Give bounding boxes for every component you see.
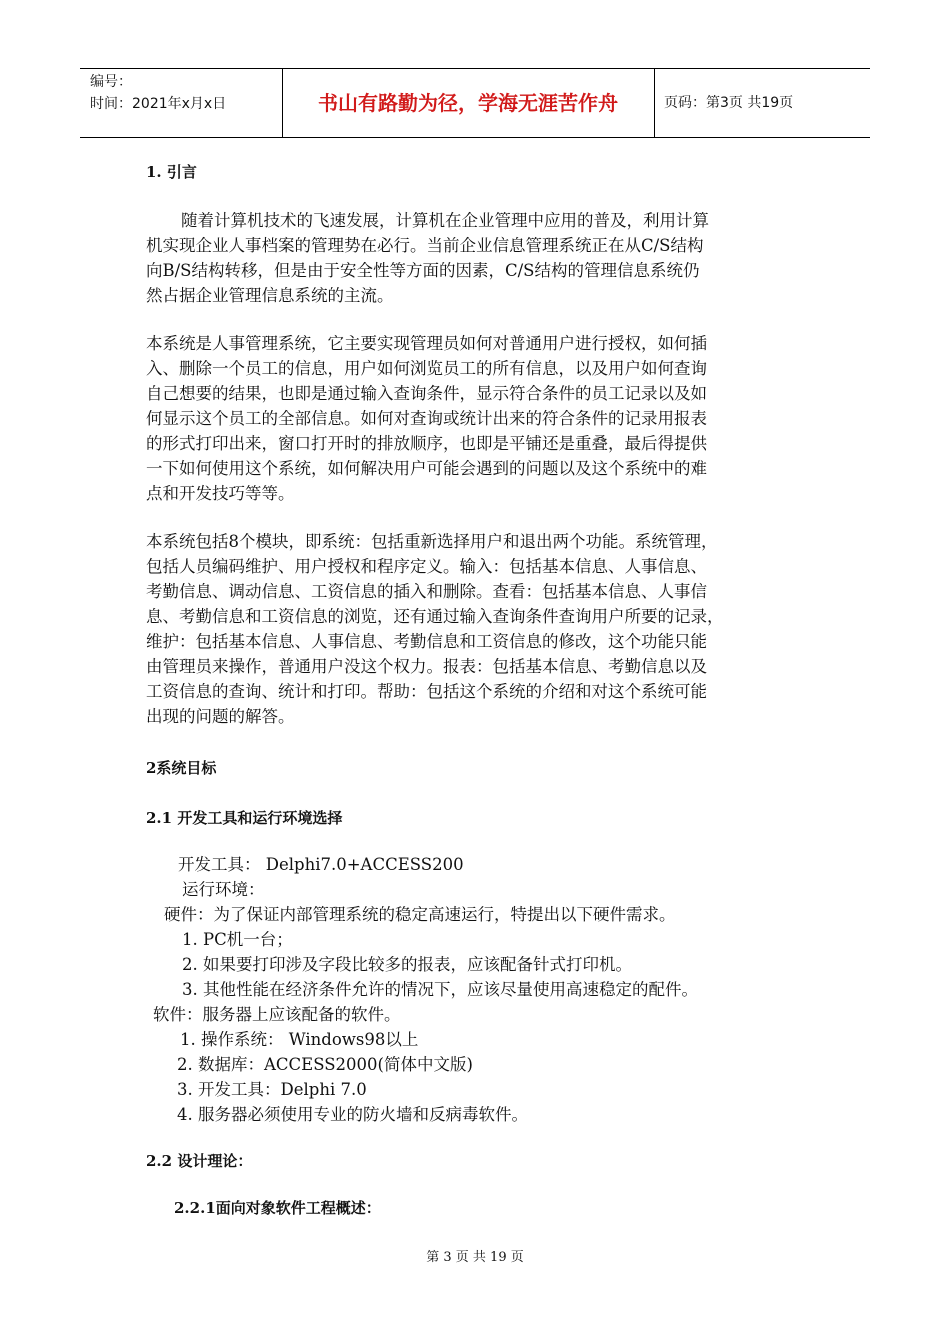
paragraph-line: 本系统包括8个模块，即系统：包括重新选择用户和退出两个功能。系统管理， <box>146 532 718 551</box>
heading-introduction: 1. 引言 <box>146 163 197 181</box>
page-header <box>80 68 870 138</box>
paragraph-line: 本系统是人事管理系统，它主要实现管理员如何对普通用户进行授权，如何插 <box>146 334 707 353</box>
paragraph-line: 出现的问题的解答。 <box>146 707 295 726</box>
paragraph-line: 维护：包括基本信息、人事信息、考勤信息和工资信息的修改，这个功能只能 <box>146 632 707 651</box>
list-item: 2. 数据库：ACCESS2000(简体中文版) <box>177 1055 473 1074</box>
header-divider <box>654 69 655 137</box>
paragraph-line: 机实现企业人事档案的管理势在必行。当前企业信息管理系统正在从C/S结构 <box>146 236 704 255</box>
paragraph-line: 向B/S结构转移，但是由于安全性等方面的因素，C/S结构的管理信息系统仍 <box>146 261 700 280</box>
header-page-info: 页码：第3页 共19页 <box>664 95 794 111</box>
list-item: 2. 如果要打印涉及字段比较多的报表，应该配备针式打印机。 <box>182 955 632 974</box>
list-item: 3. 开发工具：Delphi 7.0 <box>177 1080 367 1099</box>
list-item: 3. 其他性能在经济条件允许的情况下，应该尽量使用高速稳定的配件。 <box>182 980 698 999</box>
paragraph-line: 由管理员来操作，普通用户没这个权力。报表：包括基本信息、考勤信息以及 <box>146 657 707 676</box>
number-label: 编号： <box>90 74 132 90</box>
heading-oo-overview: 2.2.1面向对象软件工程概述： <box>174 1199 381 1217</box>
paragraph-line: 考勤信息、调动信息、工资信息的插入和删除。查看：包括基本信息、人事信 <box>146 582 707 601</box>
paragraph-line: 的形式打印出来，窗口打开时的排放顺序，也即是平铺还是重叠，最后得提供 <box>146 434 707 453</box>
paragraph-line: 息、考勤信息和工资信息的浏览，还有通过输入查询条件查询用户所要的记录， <box>146 607 724 626</box>
list-item: 4. 服务器必须使用专业的防火墙和反病毒软件。 <box>177 1105 528 1124</box>
runtime-env-label: 运行环境： <box>182 880 265 899</box>
paragraph-line: 随着计算机技术的飞速发展，计算机在企业管理中应用的普及，利用计算 <box>181 211 709 230</box>
header-motto: 书山有路勤为径，学海无涯苦作舟 <box>318 91 618 115</box>
heading-system-goals: 2系统目标 <box>146 759 217 777</box>
list-item: 1. PC机一台； <box>182 930 293 949</box>
software-intro: 软件：服务器上应该配备的软件。 <box>153 1005 401 1024</box>
hardware-intro: 硬件：为了保证内部管理系统的稳定高速运行，特提出以下硬件需求。 <box>164 905 676 924</box>
heading-dev-tools: 2.1 开发工具和运行环境选择 <box>146 809 343 827</box>
paragraph-line: 一下如何使用这个系统，如何解决用户可能会遇到的问题以及这个系统中的难 <box>146 459 707 478</box>
paragraph-line: 工资信息的查询、统计和打印。帮助：包括这个系统的介绍和对这个系统可能 <box>146 682 707 701</box>
heading-design-theory: 2.2 设计理论： <box>146 1152 253 1170</box>
paragraph-line: 自己想要的结果，也即是通过输入查询条件，显示符合条件的员工记录以及如 <box>146 384 707 403</box>
date-label: 时间：2021年x月x日 <box>90 96 227 112</box>
paragraph-line: 点和开发技巧等等。 <box>146 484 295 503</box>
paragraph-line: 然占据企业管理信息系统的主流。 <box>146 286 394 305</box>
paragraph-line: 包括人员编码维护、用户授权和程序定义。输入：包括基本信息、人事信息、 <box>146 557 707 576</box>
page-footer: 第 3 页 共 19 页 <box>426 1250 524 1265</box>
paragraph-line: 入、删除一个员工的信息，用户如何浏览员工的所有信息，以及用户如何查询 <box>146 359 707 378</box>
dev-tools-line: 开发工具： Delphi7.0+ACCESS200 <box>178 855 464 874</box>
paragraph-line: 何显示这个员工的全部信息。如何对查询或统计出来的符合条件的记录用报表 <box>146 409 707 428</box>
list-item: 1. 操作系统： Windows98以上 <box>180 1030 419 1049</box>
header-meta <box>90 71 226 115</box>
